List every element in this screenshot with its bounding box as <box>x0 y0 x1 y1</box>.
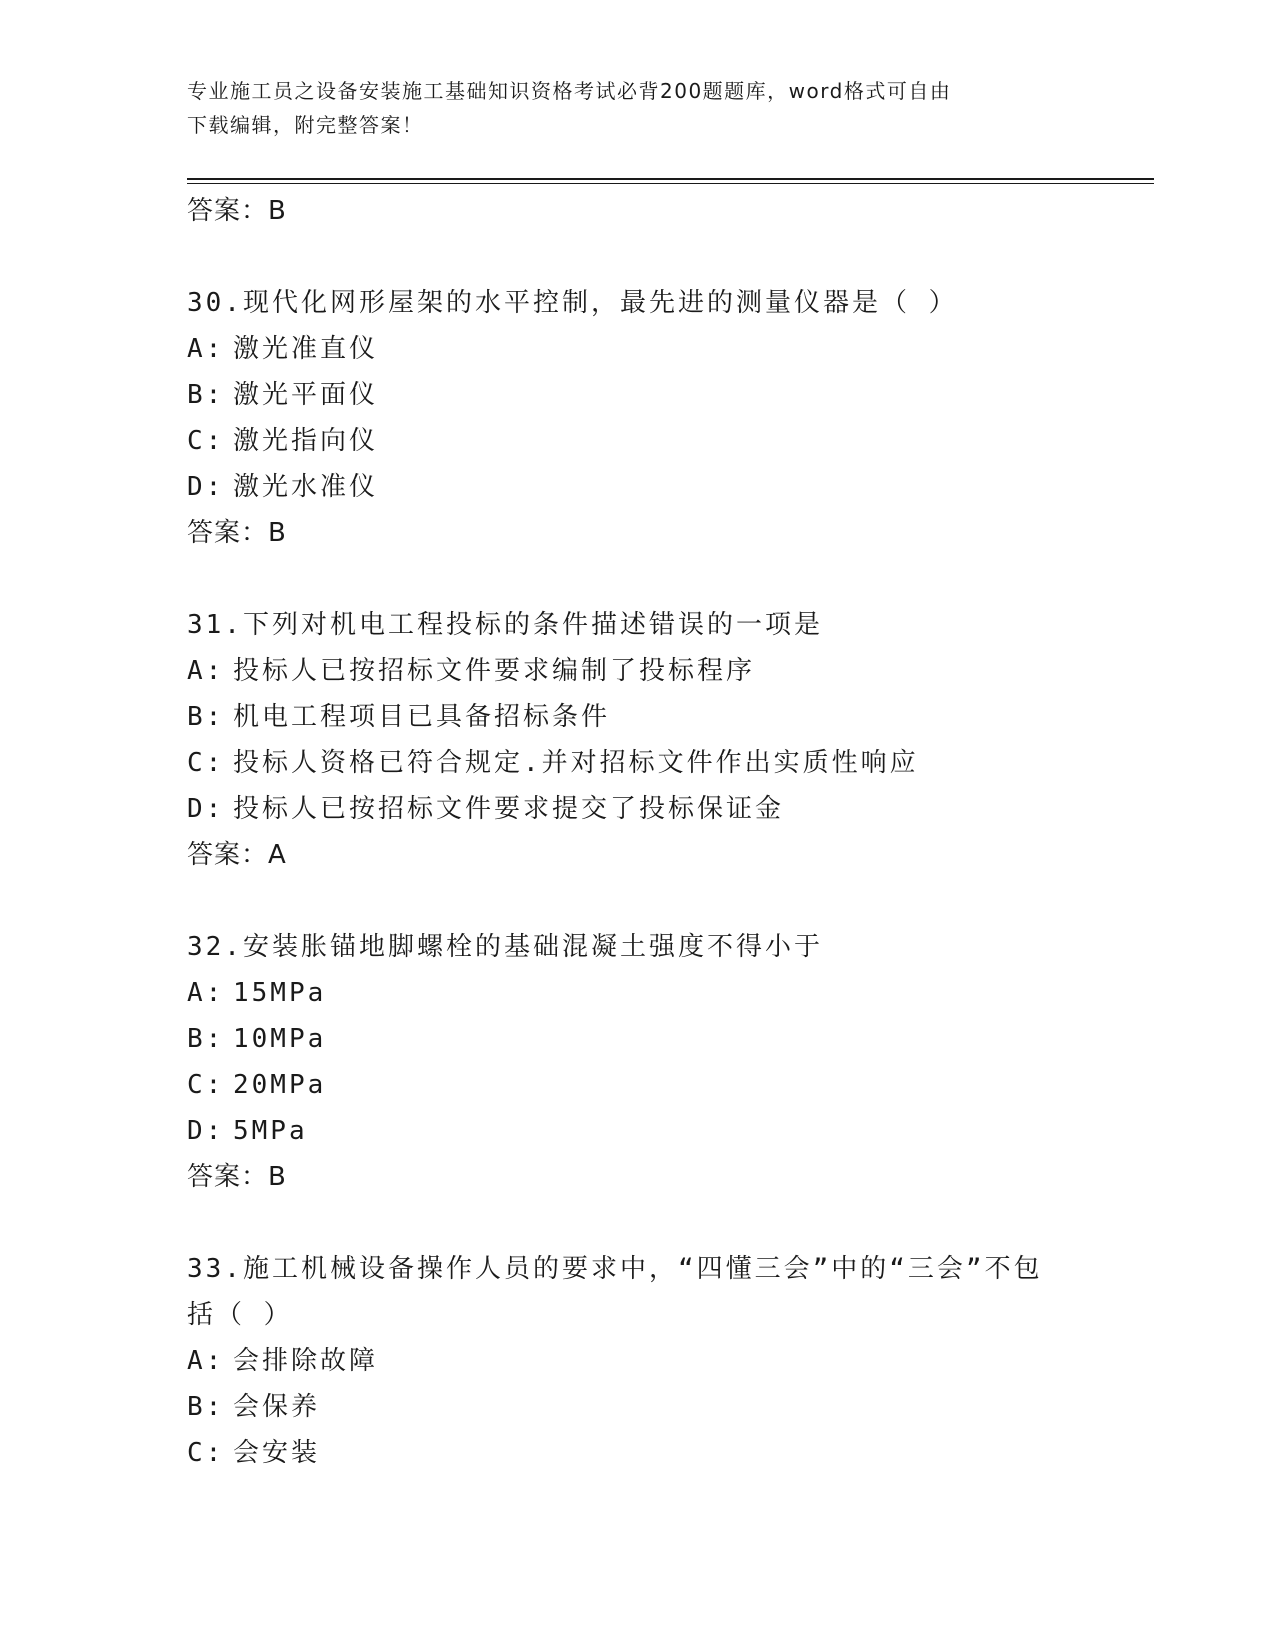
option-a <box>187 326 1087 372</box>
option-letter: C: <box>187 1070 225 1100</box>
header-line-2: 下载编辑，附完整答案！ <box>187 113 424 137</box>
header-divider-thin <box>187 183 1154 184</box>
question-title: 30.现代化网形屋架的水平控制，最先进的测量仪器是（ ） <box>187 288 958 318</box>
question-title-line-1: 33.施工机械设备操作人员的要求中，“四懂三会”中的“三会”不包 <box>187 1254 1043 1284</box>
option-text: 激光平面仪 <box>233 380 379 410</box>
question-block <box>187 1246 1087 1476</box>
option-b <box>187 372 1087 418</box>
option-d <box>187 464 1087 510</box>
answer-line: 答案：A <box>187 840 287 870</box>
question-title: 32.安装胀锚地脚螺栓的基础混凝土强度不得小于 <box>187 932 823 962</box>
option-c <box>187 418 1087 464</box>
question-title: 31.下列对机电工程投标的条件描述错误的一项是 <box>187 610 823 640</box>
option-c <box>187 740 1087 786</box>
option-letter: C: <box>187 426 225 456</box>
option-d <box>187 1108 1087 1154</box>
option-letter: C: <box>187 748 225 778</box>
option-b <box>187 694 1087 740</box>
option-text: 激光水准仪 <box>233 472 379 502</box>
option-b <box>187 1384 1087 1430</box>
option-letter: D: <box>187 1116 225 1146</box>
option-text: 20MPa <box>233 1070 327 1100</box>
option-text: 10MPa <box>233 1024 327 1054</box>
option-text: 15MPa <box>233 978 327 1008</box>
option-text: 机电工程项目已具备招标条件 <box>233 702 611 732</box>
option-letter: A: <box>187 978 225 1008</box>
option-text: 激光指向仪 <box>233 426 379 456</box>
document-header <box>187 74 1067 142</box>
option-a <box>187 970 1087 1016</box>
option-letter: C: <box>187 1438 225 1468</box>
option-letter: B: <box>187 702 225 732</box>
option-text: 投标人已按招标文件要求提交了投标保证金 <box>233 794 785 824</box>
question-title-line-2: 括（ ） <box>187 1300 293 1330</box>
header-line-1: 专业施工员之设备安装施工基础知识资格考试必背200题题库，word格式可自由 <box>187 79 952 103</box>
question-block <box>187 924 1087 1200</box>
option-b <box>187 1016 1087 1062</box>
previous-answer: 答案：B <box>187 196 287 226</box>
question-block <box>187 602 1087 878</box>
option-text: 会排除故障 <box>233 1346 379 1376</box>
option-c <box>187 1430 1087 1476</box>
answer-line: 答案：B <box>187 518 287 548</box>
option-a <box>187 648 1087 694</box>
document-body <box>187 188 1087 1476</box>
option-text: 投标人资格已符合规定.并对招标文件作出实质性响应 <box>233 748 919 778</box>
option-d <box>187 786 1087 832</box>
option-text: 会保养 <box>233 1392 321 1422</box>
option-letter: A: <box>187 334 225 364</box>
option-letter: A: <box>187 1346 225 1376</box>
option-a <box>187 1338 1087 1384</box>
question-block <box>187 280 1087 556</box>
option-letter: B: <box>187 1392 225 1422</box>
spacer <box>187 556 1087 602</box>
option-letter: D: <box>187 472 225 502</box>
spacer <box>187 878 1087 924</box>
option-text: 5MPa <box>233 1116 308 1146</box>
option-text: 会安装 <box>233 1438 321 1468</box>
spacer <box>187 234 1087 280</box>
option-text: 激光准直仪 <box>233 334 379 364</box>
spacer <box>187 1200 1087 1246</box>
option-text: 投标人已按招标文件要求编制了投标程序 <box>233 656 756 686</box>
option-letter: B: <box>187 1024 225 1054</box>
option-letter: A: <box>187 656 225 686</box>
option-letter: B: <box>187 380 225 410</box>
answer-line: 答案：B <box>187 1162 287 1192</box>
option-letter: D: <box>187 794 225 824</box>
option-c <box>187 1062 1087 1108</box>
header-divider <box>187 178 1154 180</box>
